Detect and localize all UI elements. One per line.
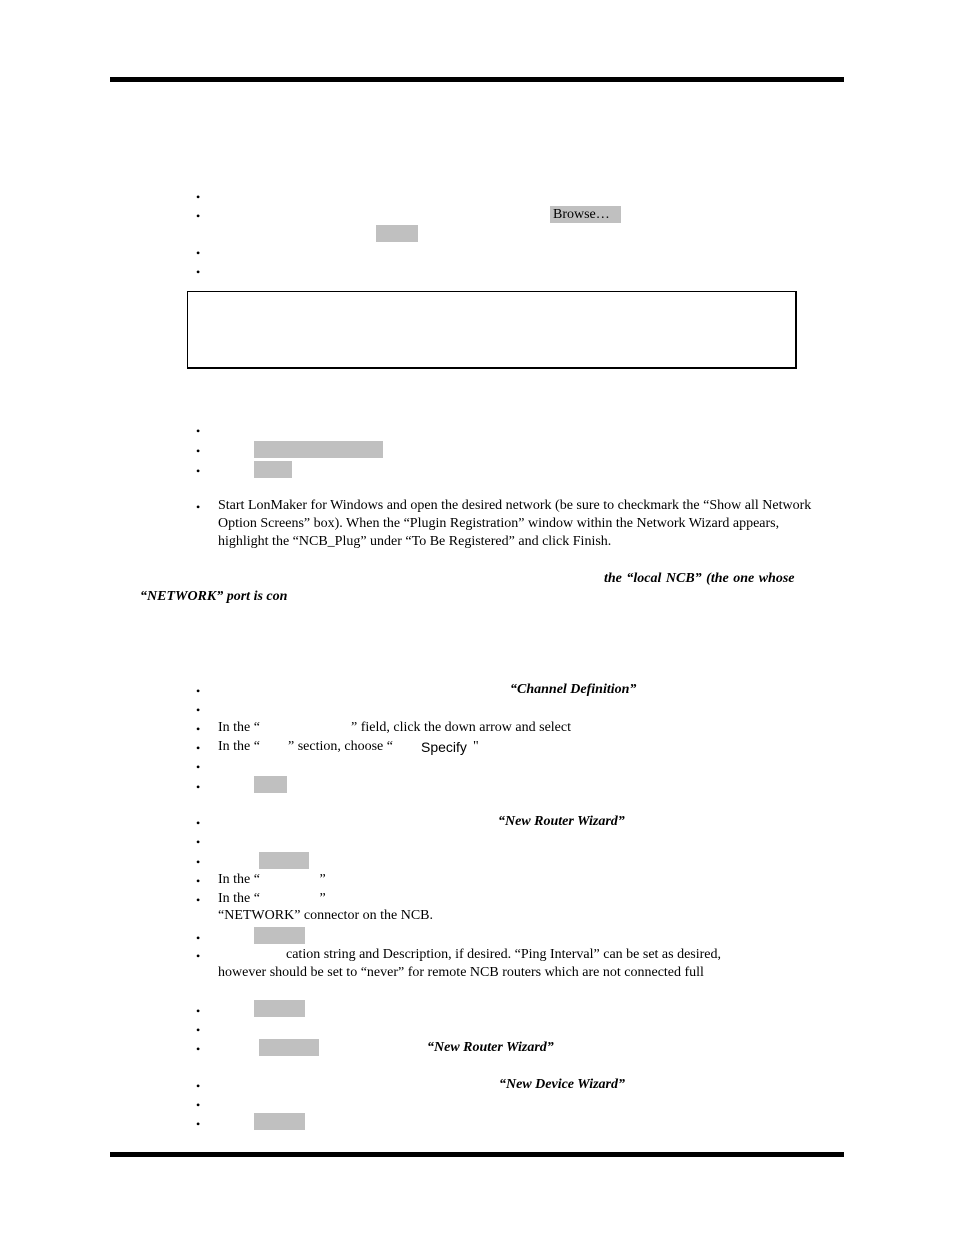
- in-the-text: In the “ ”: [218, 872, 326, 887]
- ping-interval-text: however should be set to “never” for remote NCB routers which are not connected full: [218, 965, 704, 980]
- in-the-field-text: In the “ ” field, click the down arrow and select: [218, 720, 572, 735]
- network-port-text: “NETWORK” port is con: [140, 589, 288, 604]
- bullet: •: [196, 949, 201, 963]
- finish-button[interactable]: [259, 1039, 319, 1056]
- bullet: •: [196, 684, 201, 698]
- bullet: •: [196, 190, 201, 204]
- bullet: •: [196, 855, 201, 869]
- bullet: •: [196, 209, 201, 223]
- bullet: •: [196, 464, 201, 478]
- bullet: •: [196, 1042, 201, 1056]
- channel-definition-text: “Channel Definition”: [510, 682, 637, 697]
- open-button[interactable]: [376, 225, 418, 242]
- bullet: •: [196, 760, 201, 774]
- register-button[interactable]: [254, 441, 383, 458]
- next-button[interactable]: [259, 852, 309, 869]
- bullet: •: [196, 1023, 201, 1037]
- new-router-wizard-text: “New Router Wizard”: [427, 1040, 554, 1055]
- bullet: •: [196, 874, 201, 888]
- ok-button[interactable]: [254, 461, 292, 478]
- in-the-text: In the “ ”: [218, 891, 326, 906]
- start-lonmaker-text: Start LonMaker for Windows and open the desired network (be sure to checkmark the “Show all Network Option Screens” box). When the “Plugin Registration” window within the Network Wizard appears, highlight the “NCB_Plug” under “To Be Registered” and click Finish.: [218, 498, 812, 549]
- bullet: •: [196, 1079, 201, 1093]
- next-button[interactable]: [254, 1000, 305, 1017]
- bullet: •: [196, 265, 201, 279]
- browse-button[interactable]: [550, 206, 621, 223]
- next-button[interactable]: [254, 1113, 305, 1130]
- in-the-section-text: In the “ ” section, choose “: [218, 739, 393, 754]
- header-rule: [110, 77, 844, 82]
- ok-button[interactable]: [254, 776, 287, 793]
- bullet: •: [196, 1004, 201, 1018]
- bullet: •: [196, 444, 201, 458]
- bullet: •: [196, 816, 201, 830]
- bullet: •: [196, 931, 201, 945]
- local-ncb-text: the “local NCB” (the one whose: [604, 571, 795, 586]
- specify-text: Specify: [421, 739, 467, 755]
- new-device-wizard-text: “New Device Wizard”: [499, 1077, 625, 1092]
- bullet: •: [196, 1117, 201, 1131]
- note-box: [187, 291, 797, 369]
- location-string-text: cation string and Description, if desired. “Ping Interval” can be set as desired,: [286, 947, 722, 962]
- footer-rule: [110, 1152, 844, 1157]
- new-router-wizard-text: “New Router Wizard”: [498, 814, 625, 829]
- bullet: •: [196, 500, 201, 514]
- bullet: •: [196, 1098, 201, 1112]
- bullet: •: [196, 246, 201, 260]
- next-button[interactable]: [254, 927, 305, 944]
- network-connector-text: “NETWORK” connector on the NCB.: [218, 908, 433, 923]
- bullet: •: [196, 424, 201, 438]
- bullet: •: [196, 741, 201, 755]
- bullet: •: [196, 893, 201, 907]
- bullet: •: [196, 835, 201, 849]
- bullet: •: [196, 703, 201, 717]
- specify-close-text: ": [473, 739, 479, 754]
- bullet: •: [196, 722, 201, 736]
- browse-button-label: Browse…: [553, 207, 610, 222]
- bullet: •: [196, 780, 201, 794]
